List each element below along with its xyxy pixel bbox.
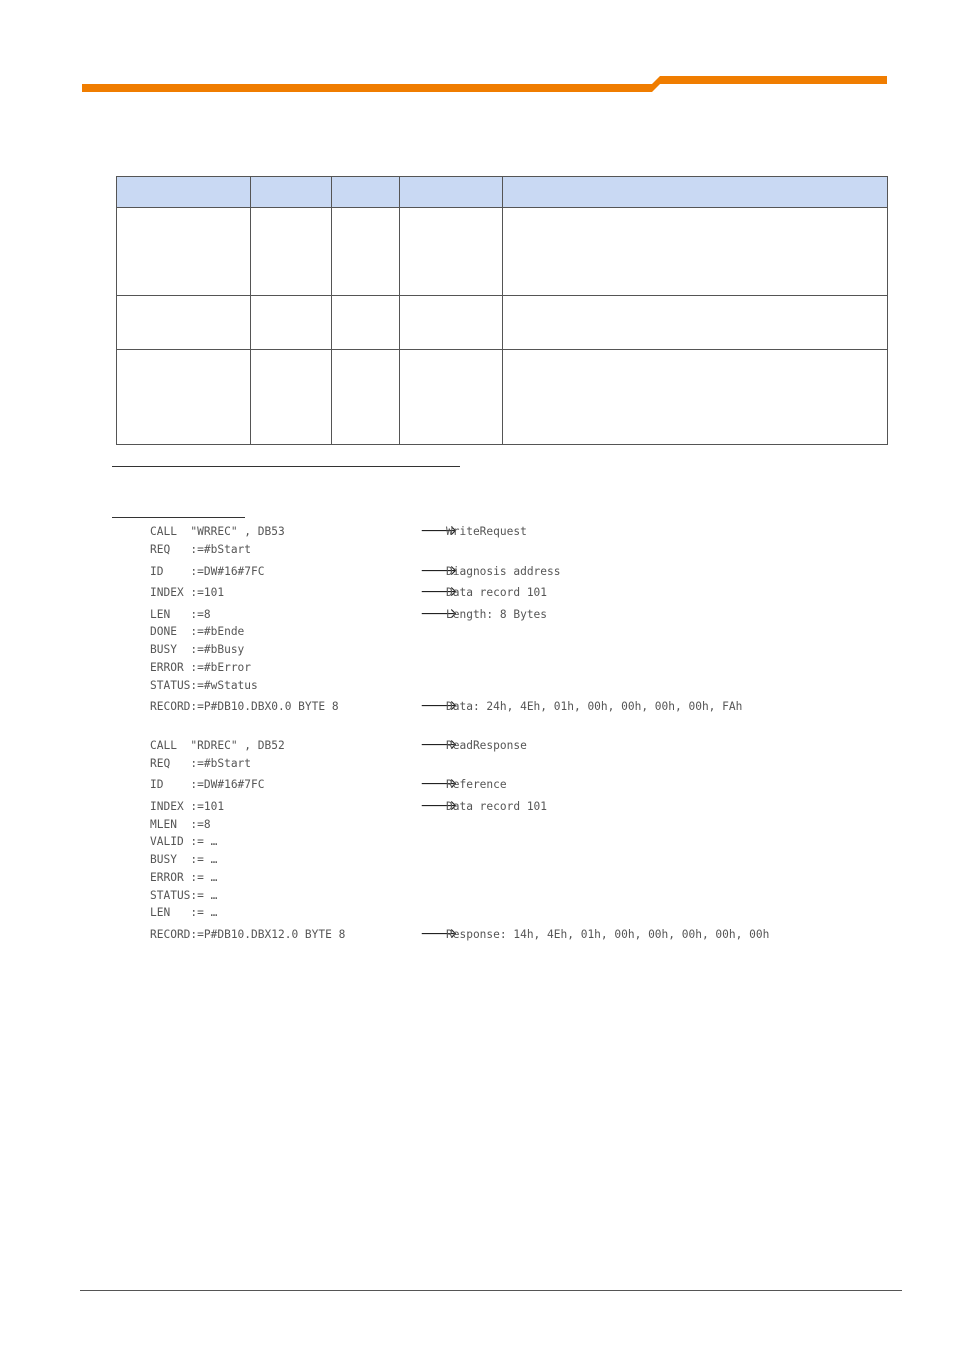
table-cell [117, 296, 251, 349]
arrow-icon: 🡒 [420, 563, 458, 579]
footer-rule [80, 1290, 902, 1291]
table-row [117, 208, 888, 296]
arrow-icon: 🡒 [420, 776, 458, 792]
code-line: REQ :=#bStart [150, 757, 252, 770]
arrow-icon: 🡒 [420, 523, 458, 539]
code-line: RECORD:=P#DB10.DBX0.0 BYTE 8 [150, 700, 339, 713]
code-comment: Length: 8 Bytes [446, 608, 548, 621]
code-comment: Data: 24h, 4Eh, 01h, 00h, 00h, 00h, 00h, FAh [446, 700, 743, 713]
parameter-table [116, 176, 888, 445]
code-line: CALL "RDREC" , DB52 [150, 739, 285, 752]
table-cell [503, 296, 888, 349]
arrow-icon: 🡒 [420, 698, 458, 714]
code-comment: Data record 101 [446, 800, 548, 813]
code-line: BUSY :=#bBusy [150, 643, 245, 656]
table-header-cell [251, 177, 332, 208]
code-line: ERROR :=#bError [150, 661, 252, 674]
code-comment: Reference [446, 778, 507, 791]
table-row [117, 349, 888, 444]
code-comment: ReadResponse [446, 739, 527, 752]
arrow-icon: 🡒 [420, 584, 458, 600]
table-header-row [117, 177, 888, 208]
code-line: VALID := … [150, 835, 218, 848]
table-cell [332, 296, 400, 349]
code-line: INDEX :=101 [150, 586, 225, 599]
table-cell [251, 296, 332, 349]
code-line: STATUS:=#wStatus [150, 679, 258, 692]
table-row [117, 296, 888, 349]
table-cell [332, 208, 400, 296]
header-accent-bar [82, 72, 887, 96]
code-line: REQ :=#bStart [150, 543, 252, 556]
table-cell [400, 296, 503, 349]
code-line: STATUS:= … [150, 889, 218, 902]
code-line: MLEN :=8 [150, 818, 211, 831]
table-cell [251, 349, 332, 444]
code-comment: Diagnosis address [446, 565, 561, 578]
table-header-cell [400, 177, 503, 208]
table-header-cell [332, 177, 400, 208]
code-line: ID :=DW#16#7FC [150, 565, 265, 578]
table-cell [117, 349, 251, 444]
code-line: INDEX :=101 [150, 800, 225, 813]
heading-underline [112, 517, 245, 518]
code-line: LEN := … [150, 906, 218, 919]
code-comment: WriteRequest [446, 525, 527, 538]
code-line: DONE :=#bEnde [150, 625, 245, 638]
table-cell [503, 349, 888, 444]
table-header-cell [503, 177, 888, 208]
table-cell [332, 349, 400, 444]
footnote-rule [112, 466, 460, 467]
arrow-icon: 🡒 [420, 606, 458, 622]
code-line: ERROR := … [150, 871, 218, 884]
arrow-icon: 🡒 [420, 798, 458, 814]
code-comment: Data record 101 [446, 586, 548, 599]
code-line: BUSY := … [150, 853, 218, 866]
table-cell [251, 208, 332, 296]
code-line: LEN :=8 [150, 608, 211, 621]
code-line: RECORD:=P#DB10.DBX12.0 BYTE 8 [150, 928, 346, 941]
table-cell [117, 208, 251, 296]
code-comment: Response: 14h, 4Eh, 01h, 00h, 00h, 00h, 00h, 00h [446, 928, 770, 941]
arrow-icon: 🡒 [420, 926, 458, 942]
code-line: ID :=DW#16#7FC [150, 778, 265, 791]
table-cell [503, 208, 888, 296]
table-header-cell [117, 177, 251, 208]
code-line: CALL "WRREC" , DB53 [150, 525, 285, 538]
table-cell [400, 208, 503, 296]
arrow-icon: 🡒 [420, 737, 458, 753]
table-cell [400, 349, 503, 444]
